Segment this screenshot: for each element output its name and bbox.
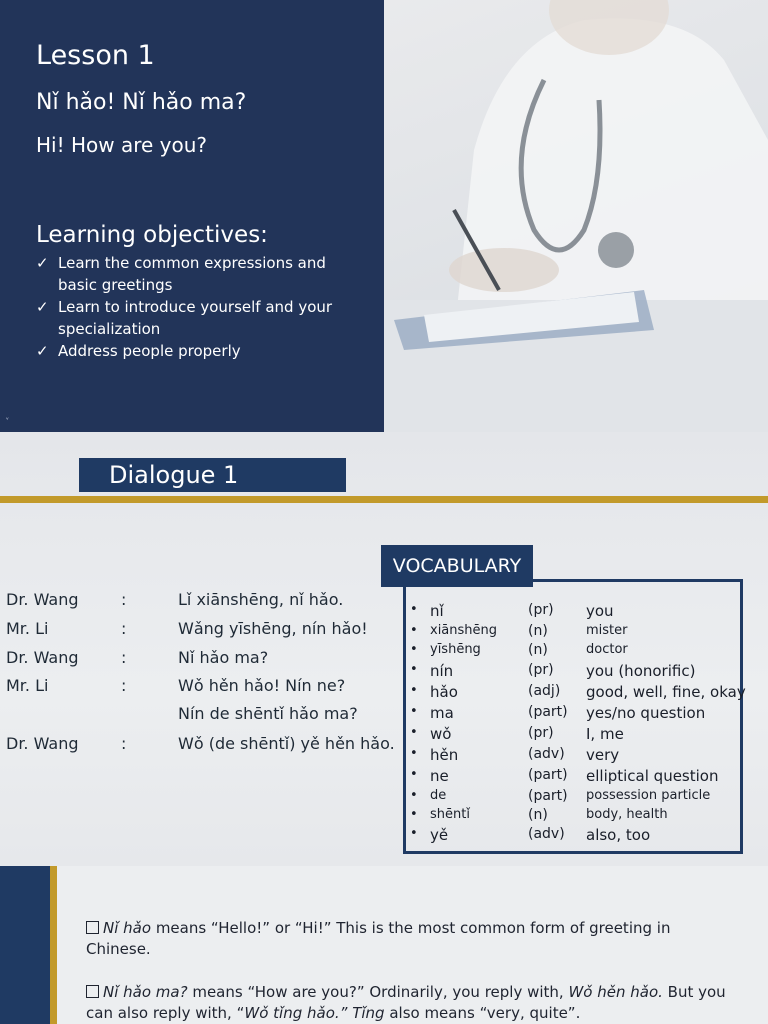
vocab-meaning: very <box>586 746 620 764</box>
lesson-number: Lesson 1 <box>36 40 155 71</box>
vocab-row <box>406 826 746 846</box>
note-item <box>86 982 726 1024</box>
vocab-pos: (adv) <box>528 746 565 762</box>
speaker-colon: : <box>121 734 127 753</box>
vocab-pos: (n) <box>528 623 548 639</box>
speaker-colon: : <box>121 648 127 667</box>
vocab-pos: (adj) <box>528 683 561 699</box>
vocab-word: ne <box>430 767 449 785</box>
vocab-meaning: you (honorific) <box>586 662 696 680</box>
objective-text: Learn the common expressions and basic greetings <box>58 254 326 294</box>
note-term: Nǐ hǎo <box>103 919 152 937</box>
vocab-word: de <box>430 788 447 803</box>
note-text: also means “very, quite”. <box>384 1004 581 1022</box>
vocab-word: hǎo <box>430 683 458 701</box>
objectives-heading: Learning objectives: <box>36 222 268 248</box>
vocab-pos: (pr) <box>528 602 554 618</box>
vocab-pos: (part) <box>528 788 568 804</box>
bullet-icon: • <box>410 642 418 657</box>
bullet-icon: • <box>410 807 418 822</box>
note-term: Nǐ hǎo ma? <box>103 983 188 1001</box>
vocabulary-box <box>403 579 746 854</box>
note-item <box>86 918 726 960</box>
doctor-illustration <box>384 0 768 432</box>
note-term: Tǐng <box>347 1004 385 1022</box>
dialogue-line: Wǒ hěn hǎo! Nín ne? <box>178 676 346 695</box>
bullet-icon: • <box>410 788 418 803</box>
lesson-title-panel <box>0 0 384 432</box>
dialogue-slide <box>0 432 768 866</box>
speaker-name: Mr. Li <box>6 676 49 695</box>
dialogue-line: Lǐ xiānshēng, nǐ hǎo. <box>178 590 344 609</box>
vocab-word: wǒ <box>430 725 452 743</box>
note-text: means “Hello!” or “Hi!” This is the most common form of greeting in Chinese. <box>86 919 671 958</box>
left-accent-bar <box>0 866 50 1024</box>
vocab-meaning: you <box>586 602 614 620</box>
objectives-list <box>36 252 336 362</box>
vocab-word: yīshēng <box>430 642 481 657</box>
check-icon: ✓ <box>36 342 49 360</box>
vocab-row <box>406 807 746 827</box>
dialogue-line: Nín de shēntǐ hǎo ma? <box>178 704 358 723</box>
gold-accent-bar <box>50 866 57 1024</box>
vocab-row <box>406 662 746 682</box>
bullet-icon: • <box>410 662 418 677</box>
speaker-name: Dr. Wang <box>6 648 79 667</box>
lesson-title-pinyin: Nǐ hǎo! Nǐ hǎo ma? <box>36 90 247 115</box>
vocab-meaning: elliptical question <box>586 767 719 785</box>
dialogue-line: Wǎng yīshēng, nín hǎo! <box>178 619 368 638</box>
dialogue-title: Dialogue 1 <box>79 458 346 492</box>
vocab-row <box>406 788 746 808</box>
note-reply: Wǒ tǐng hǎo.” <box>244 1004 348 1022</box>
bullet-icon: • <box>410 683 418 698</box>
lesson-title-slide <box>0 0 768 432</box>
bullet-icon: • <box>410 725 418 740</box>
vocab-meaning: yes/no question <box>586 704 706 722</box>
speaker-colon: : <box>121 590 127 609</box>
vocab-row <box>406 623 746 643</box>
speaker-name: Dr. Wang <box>6 734 79 753</box>
vocab-pos: (pr) <box>528 662 554 678</box>
objective-text: Address people properly <box>58 342 241 360</box>
vocab-word: nín <box>430 662 454 680</box>
vocab-pos: (part) <box>528 704 568 720</box>
vocab-row <box>406 683 746 703</box>
check-icon: ✓ <box>36 298 49 316</box>
title-divider <box>0 496 768 503</box>
vocab-pos: (pr) <box>528 725 554 741</box>
check-icon: ✓ <box>36 254 49 272</box>
bullet-icon: • <box>410 746 418 761</box>
lesson-title-english: Hi! How are you? <box>36 133 208 157</box>
bullet-icon: • <box>410 767 418 782</box>
notes-slide <box>0 866 768 1024</box>
objective-text: Learn to introduce yourself and your specialization <box>58 298 333 338</box>
vocab-pos: (part) <box>528 767 568 783</box>
checkbox-bullet-icon <box>86 921 99 934</box>
objective-item <box>36 252 336 296</box>
vocab-pos: (n) <box>528 642 548 658</box>
vocab-row <box>406 642 746 662</box>
vocab-meaning: possession particle <box>586 788 711 803</box>
speaker-name: Mr. Li <box>6 619 49 638</box>
bullet-icon: • <box>410 623 418 638</box>
vocab-meaning: I, me <box>586 725 624 743</box>
bullet-icon: • <box>410 602 418 617</box>
vocab-meaning: body, health <box>586 807 668 822</box>
vocab-row <box>406 746 746 766</box>
speaker-name: Dr. Wang <box>6 590 79 609</box>
note-text: means “How are you?” Ordinarily, you reply with, <box>187 983 569 1001</box>
vocab-pos: (adv) <box>528 826 565 842</box>
corner-mark: ᵛ <box>6 416 9 424</box>
vocab-meaning: mister <box>586 623 628 638</box>
vocab-word: hěn <box>430 746 459 764</box>
bullet-icon: • <box>410 826 418 841</box>
vocab-row <box>406 704 746 724</box>
objective-item <box>36 340 336 362</box>
speaker-colon: : <box>121 619 127 638</box>
vocab-row <box>406 767 746 787</box>
vocab-word: nǐ <box>430 602 444 620</box>
objective-item <box>36 296 336 340</box>
bullet-icon: • <box>410 704 418 719</box>
vocab-word: shēntǐ <box>430 807 470 822</box>
dialogue-line: Nǐ hǎo ma? <box>178 648 269 667</box>
vocab-row <box>406 602 746 622</box>
note-text: But you can also reply with, “ <box>86 983 726 1022</box>
dialogue-line: Wǒ (de shēntǐ) yě hěn hǎo. <box>178 734 395 753</box>
vocab-word: ma <box>430 704 454 722</box>
speaker-colon: : <box>121 676 127 695</box>
doctor-photo <box>384 0 768 432</box>
note-reply: Wǒ hěn hǎo. <box>568 983 663 1001</box>
vocab-meaning: doctor <box>586 642 628 657</box>
vocab-word: yě <box>430 826 449 844</box>
vocab-row <box>406 725 746 745</box>
vocab-word: xiānshēng <box>430 623 498 638</box>
vocab-meaning: also, too <box>586 826 651 844</box>
vocab-meaning: good, well, fine, okay <box>586 683 746 701</box>
checkbox-bullet-icon <box>86 985 99 998</box>
vocabulary-title: VOCABULARY <box>381 545 533 587</box>
vocab-pos: (n) <box>528 807 548 823</box>
